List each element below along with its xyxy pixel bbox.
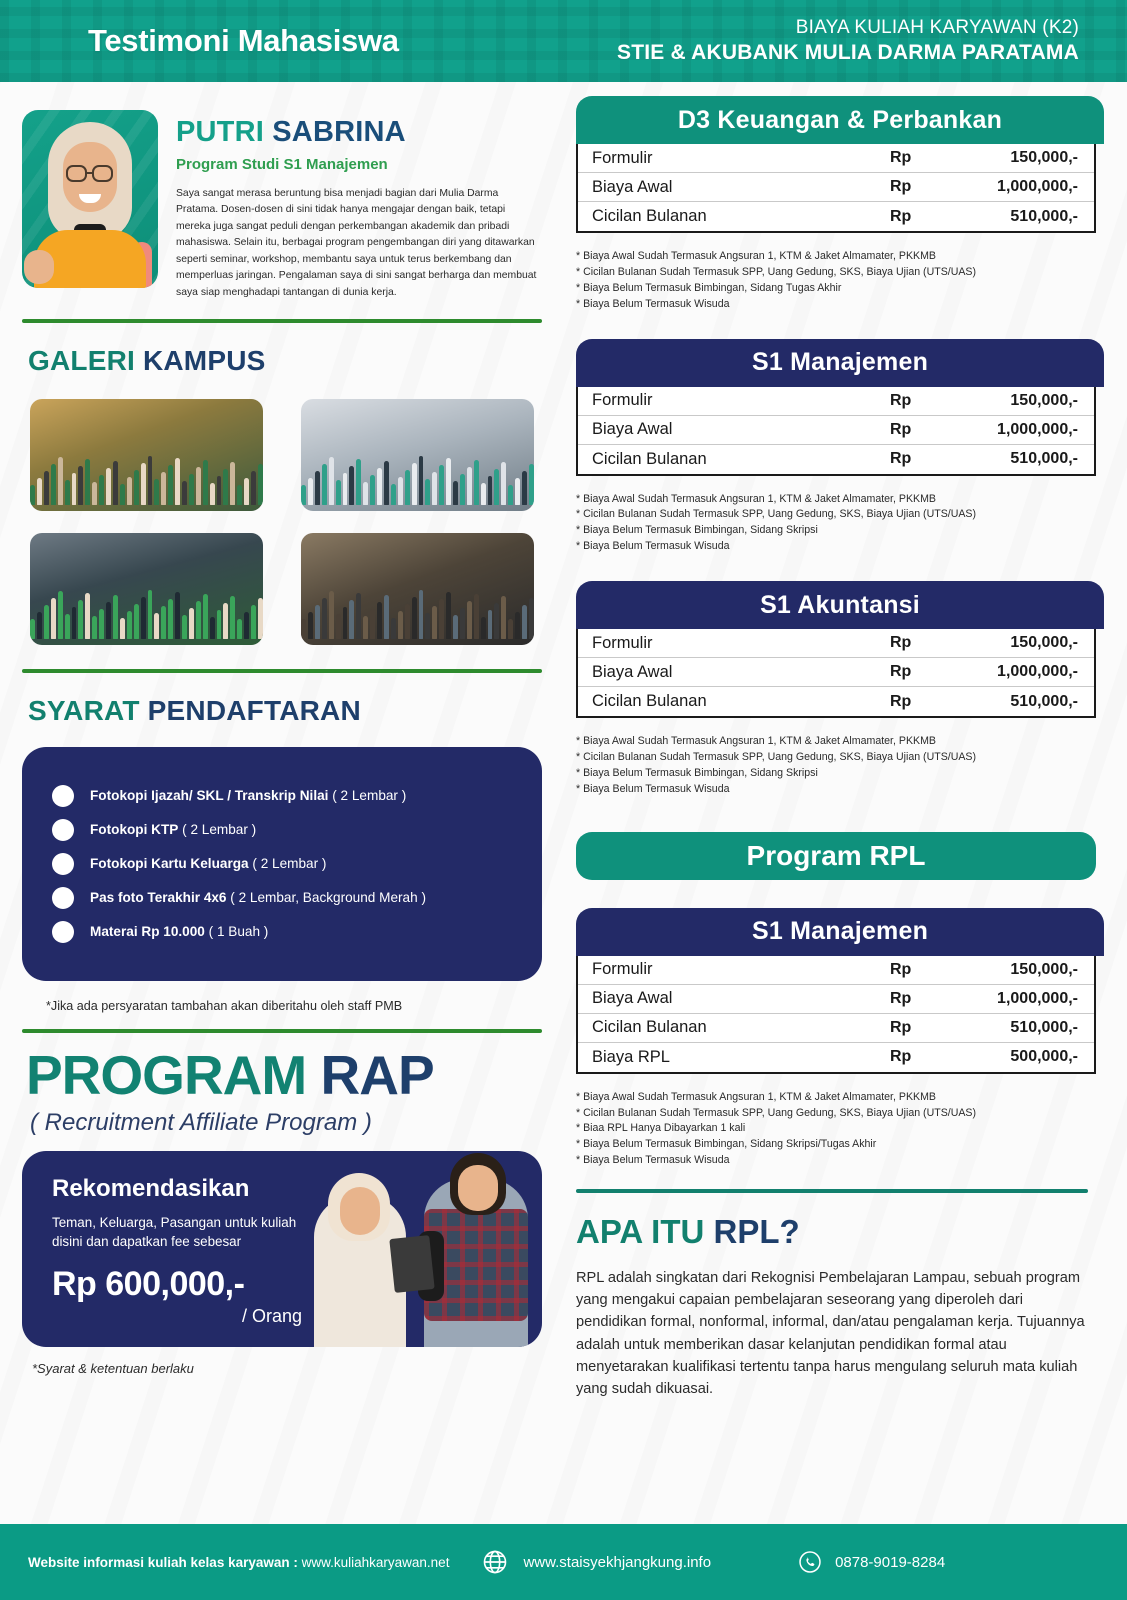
- gallery-image-2: [301, 399, 534, 511]
- testimonial-block: [22, 96, 542, 301]
- requirement-label: Fotokopi Kartu Keluarga: [90, 855, 249, 871]
- table-title: S1 Manajemen: [576, 339, 1104, 387]
- requirement-item: [52, 819, 520, 841]
- row-label: Biaya Awal: [592, 989, 673, 1008]
- testimonial-name-last: SABRINA: [272, 116, 406, 148]
- row-value: 510,000,-: [1010, 1018, 1078, 1036]
- row-currency: Rp: [890, 149, 912, 166]
- requirement-qty: ( 2 Lembar ): [178, 821, 257, 837]
- row-currency: Rp: [890, 663, 912, 681]
- rpl-answer-text: RPL adalah singkatan dari Rekognisi Pembelajaran Lampau, sebuah program yang mengakui capaian pembelajaran seseorang yang diperoleh dari pendidikan formal, nonformal, informal, dan/atau pengalaman kerja. Tujuannya adalah untuk memberikan dasar kelanjutan pendidikan formal atau menyetarakan kualifikasi tertentu tanpa harus mengulang seluruh mata kuliah yang sudah dikuasai.: [576, 1270, 1085, 1397]
- note-line: * Cicilan Bulanan Sudah Termasuk SPP, Uang Gedung, SKS, Biaya Ujian (UTS/UAS): [576, 751, 977, 764]
- gallery-image-1: [30, 399, 263, 511]
- table-body: [576, 956, 1096, 1074]
- table-row: [578, 416, 1094, 445]
- row-value: 150,000,-: [1010, 149, 1078, 166]
- row-value: 510,000,-: [1010, 207, 1078, 225]
- note-line: * Biaya Belum Termasuk Wisuda: [576, 297, 730, 310]
- note-line: * Biaya Belum Termasuk Bimbingan, Sidang Skripsi/Tugas Akhir: [576, 1138, 877, 1151]
- requirement-qty: ( 1 Buah ): [204, 923, 269, 939]
- requirements-box: [22, 747, 542, 981]
- note-line: * Biaya Belum Termasuk Wisuda: [576, 782, 730, 795]
- footer-website-label: Website informasi kuliah kelas karyawan :: [28, 1554, 302, 1570]
- row-currency: Rp: [890, 989, 912, 1007]
- requirement-qty: ( 2 Lembar, Background Merah ): [226, 889, 426, 905]
- table-row: [578, 1014, 1094, 1043]
- row-currency: Rp: [890, 178, 912, 195]
- gallery-image-3: [30, 533, 263, 645]
- requirement-item: [52, 887, 520, 909]
- row-label: Biaya RPL: [592, 1047, 670, 1066]
- table-row: [578, 985, 1094, 1014]
- requirement-item: [52, 921, 520, 943]
- rap-subtitle: ( Recruitment Affiliate Program ): [30, 1109, 372, 1137]
- table-notes: [576, 492, 1096, 556]
- avatar: [22, 110, 158, 288]
- divider-rpl-question: [576, 1189, 1088, 1193]
- note-line: * Cicilan Bulanan Sudah Termasuk SPP, Uang Gedung, SKS, Biaya Ujian (UTS/UAS): [576, 1106, 977, 1119]
- requirement-label: Materai Rp 10.000: [90, 923, 205, 939]
- requirement-item: [52, 853, 520, 875]
- row-value: 150,000,-: [1010, 391, 1078, 409]
- row-value: 1,000,000,-: [997, 989, 1078, 1007]
- row-value: 1,000,000,-: [997, 420, 1078, 438]
- table-body: [576, 629, 1096, 718]
- testimonial-name: [176, 116, 542, 149]
- footer-site2: www.staisyekhjangkung.info: [523, 1553, 712, 1571]
- price-table-rpl-s1-manajemen: [568, 908, 1096, 1074]
- table-row: [578, 173, 1094, 202]
- testimonial-content: [176, 110, 542, 301]
- requirement-qty: ( 2 Lembar ): [248, 855, 327, 871]
- row-label: Cicilan Bulanan: [592, 449, 707, 468]
- table-row: [578, 1043, 1094, 1072]
- table-title: D3 Keuangan & Perbankan: [576, 96, 1104, 144]
- row-label: Biaya Awal: [592, 662, 673, 681]
- bullet-icon: [52, 887, 74, 909]
- row-currency: Rp: [890, 391, 912, 409]
- divider-gallery: [22, 319, 542, 323]
- table-title: S1 Akuntansi: [576, 581, 1104, 629]
- table-notes: [576, 734, 1096, 798]
- table-notes: [576, 1090, 1096, 1169]
- row-value: 1,000,000,-: [997, 178, 1078, 195]
- requirement-label: Pas foto Terakhir 4x6: [90, 889, 227, 905]
- row-value: 150,000,-: [1010, 634, 1078, 652]
- row-label: Formulir: [592, 391, 653, 410]
- note-line: * Biaya Belum Termasuk Wisuda: [576, 1154, 730, 1167]
- row-currency: Rp: [890, 450, 912, 468]
- requirements-title-part1: SYARAT: [28, 695, 140, 727]
- rap-price: Rp 600,000,-: [52, 1265, 245, 1304]
- table-row: [578, 687, 1094, 716]
- rap-fine-print: *Syarat & ketentuan berlaku: [32, 1361, 194, 1377]
- table-row: [578, 202, 1094, 231]
- left-column: [22, 96, 542, 1376]
- requirement-label: Fotokopi Ijazah/ SKL / Transkrip Nilai: [90, 787, 329, 803]
- row-value: 1,000,000,-: [997, 663, 1078, 681]
- rpl-question-part2: RPL?: [713, 1213, 800, 1251]
- divider-requirements: [22, 669, 542, 673]
- row-label: Biaya Awal: [592, 177, 673, 196]
- note-line: * Cicilan Bulanan Sudah Termasuk SPP, Uang Gedung, SKS, Biaya Ujian (UTS/UAS): [576, 508, 977, 521]
- row-label: Formulir: [592, 633, 653, 652]
- row-currency: Rp: [890, 1048, 912, 1066]
- rap-card: [22, 1151, 542, 1347]
- table-row: [578, 144, 1094, 173]
- header-institution: [617, 17, 1079, 65]
- page-header: [0, 0, 1127, 82]
- header-title: Testimoni Mahasiswa: [88, 23, 399, 58]
- rap-title-part1: PROGRAM: [26, 1044, 307, 1107]
- row-label: Formulir: [592, 960, 653, 979]
- requirement-label: Fotokopi KTP: [90, 821, 179, 837]
- row-currency: Rp: [890, 207, 912, 225]
- table-row: [578, 956, 1094, 985]
- note-line: * Biaya Belum Termasuk Bimbingan, Sidang Skripsi: [576, 766, 818, 779]
- whatsapp-icon: [797, 1549, 823, 1575]
- table-body: [576, 144, 1096, 233]
- rpl-program-banner: Program RPL: [576, 832, 1096, 880]
- note-line: * Cicilan Bulanan Sudah Termasuk SPP, Uang Gedung, SKS, Biaya Ujian (UTS/UAS): [576, 265, 977, 278]
- price-table-s1-manajemen: [568, 339, 1096, 476]
- gallery-image-4: [301, 533, 534, 645]
- row-value: 150,000,-: [1010, 960, 1078, 978]
- requirements-title: [28, 695, 542, 727]
- rap-title: [26, 1043, 542, 1107]
- row-label: Cicilan Bulanan: [592, 1018, 707, 1037]
- note-line: * Biaya Belum Termasuk Bimbingan, Sidang Tugas Akhir: [576, 281, 842, 294]
- rap-price-unit: / Orang: [241, 1306, 302, 1327]
- bullet-icon: [52, 853, 74, 875]
- page-footer: [0, 1524, 1127, 1600]
- gallery-title-part1: GALERI: [28, 345, 135, 377]
- price-table-d3-keuangan: [568, 96, 1096, 233]
- rap-students-photo: [306, 1155, 536, 1347]
- row-label: Formulir: [592, 148, 653, 167]
- table-title: S1 Manajemen: [576, 908, 1104, 956]
- row-label: Cicilan Bulanan: [592, 207, 707, 225]
- rap-card-text: Teman, Keluarga, Pasangan untuk kuliah disini dan dapatkan fee sebesar: [52, 1215, 297, 1250]
- bullet-icon: [52, 785, 74, 807]
- row-value: 510,000,-: [1010, 692, 1078, 710]
- table-row: [578, 445, 1094, 474]
- table-row: [578, 629, 1094, 658]
- header-subtitle: BIAYA KULIAH KARYAWAN (K2): [795, 17, 1079, 38]
- requirement-item: [52, 785, 520, 807]
- rpl-question-title: [576, 1213, 1096, 1251]
- testimonial-name-first: PUTRI: [176, 116, 264, 148]
- right-column: [568, 96, 1096, 1400]
- row-label: Cicilan Bulanan: [592, 692, 707, 711]
- note-line: * Biaya Awal Sudah Termasuk Angsuran 1, KTM & Jaket Almamater, PKKMB: [576, 492, 936, 505]
- footer-website-info: [28, 1555, 449, 1570]
- footer-website-url: www.kuliahkaryawan.net: [301, 1554, 450, 1570]
- bullet-icon: [52, 819, 74, 841]
- row-label: Biaya Awal: [592, 420, 673, 439]
- testimonial-quote: Saya sangat merasa beruntung bisa menjadi bagian dari Mulia Darma Pratama. Dosen-dosen di sini tidak hanya mengajar dengan baik, tetapi mereka juga sangat peduli dengan perkembangan akademik dan pribadi mahasiswa. Selain itu, berbagai program pengembangan diri yang ditawarkan seperti seminar, workshop, membantu saya untuk terus berkembang dan memperluas jaringan. Pengalaman saya di sini sangat berharga dan membuat saya siap menghadapi tantangan di dunia kerja.: [176, 188, 537, 298]
- note-line: * Biaya Awal Sudah Termasuk Angsuran 1, KTM & Jaket Almamater, PKKMB: [576, 250, 936, 262]
- bullet-icon: [52, 921, 74, 943]
- gallery-title-part2: KAMPUS: [142, 345, 266, 377]
- row-currency: Rp: [890, 960, 912, 978]
- header-institution-name: STIE & AKUBANK MULIA DARMA PARATAMA: [617, 40, 1079, 64]
- row-value: 510,000,-: [1010, 450, 1078, 468]
- rap-card-heading: Rekomendasikan: [52, 1175, 250, 1203]
- row-currency: Rp: [890, 692, 912, 710]
- requirement-qty: ( 2 Lembar ): [328, 787, 407, 803]
- testimonial-program: Program Studi S1 Manajemen: [176, 156, 388, 173]
- price-table-s1-akuntansi: [568, 581, 1096, 718]
- footer-phone: 0878-9019-8284: [835, 1553, 946, 1571]
- requirements-note: *Jika ada persyaratan tambahan akan diberitahu oleh staff PMB: [46, 999, 403, 1014]
- rap-title-part2: RAP: [320, 1044, 434, 1107]
- row-currency: Rp: [890, 634, 912, 652]
- table-body: [576, 387, 1096, 476]
- note-line: * Biaya Belum Termasuk Bimbingan, Sidang Skripsi: [576, 524, 818, 537]
- table-row: [578, 658, 1094, 687]
- gallery-title: [28, 345, 542, 377]
- table-notes: [576, 249, 1096, 313]
- gallery-grid: [22, 399, 542, 645]
- row-value: 500,000,-: [1010, 1048, 1078, 1066]
- note-line: * Biaya Awal Sudah Termasuk Angsuran 1, KTM & Jaket Almamater, PKKMB: [576, 1090, 936, 1103]
- row-currency: Rp: [890, 1018, 912, 1036]
- note-line: * Biaya Belum Termasuk Wisuda: [576, 540, 730, 553]
- note-line: * Biaa RPL Hanya Dibayarkan 1 kali: [576, 1122, 746, 1135]
- rpl-question-part1: APA ITU: [576, 1213, 705, 1251]
- row-currency: Rp: [890, 420, 912, 438]
- globe-icon: [481, 1548, 509, 1576]
- note-line: * Biaya Awal Sudah Termasuk Angsuran 1, KTM & Jaket Almamater, PKKMB: [576, 735, 936, 748]
- table-row: [578, 387, 1094, 416]
- requirements-title-part2: PENDAFTARAN: [147, 695, 361, 727]
- divider-rap: [22, 1029, 542, 1033]
